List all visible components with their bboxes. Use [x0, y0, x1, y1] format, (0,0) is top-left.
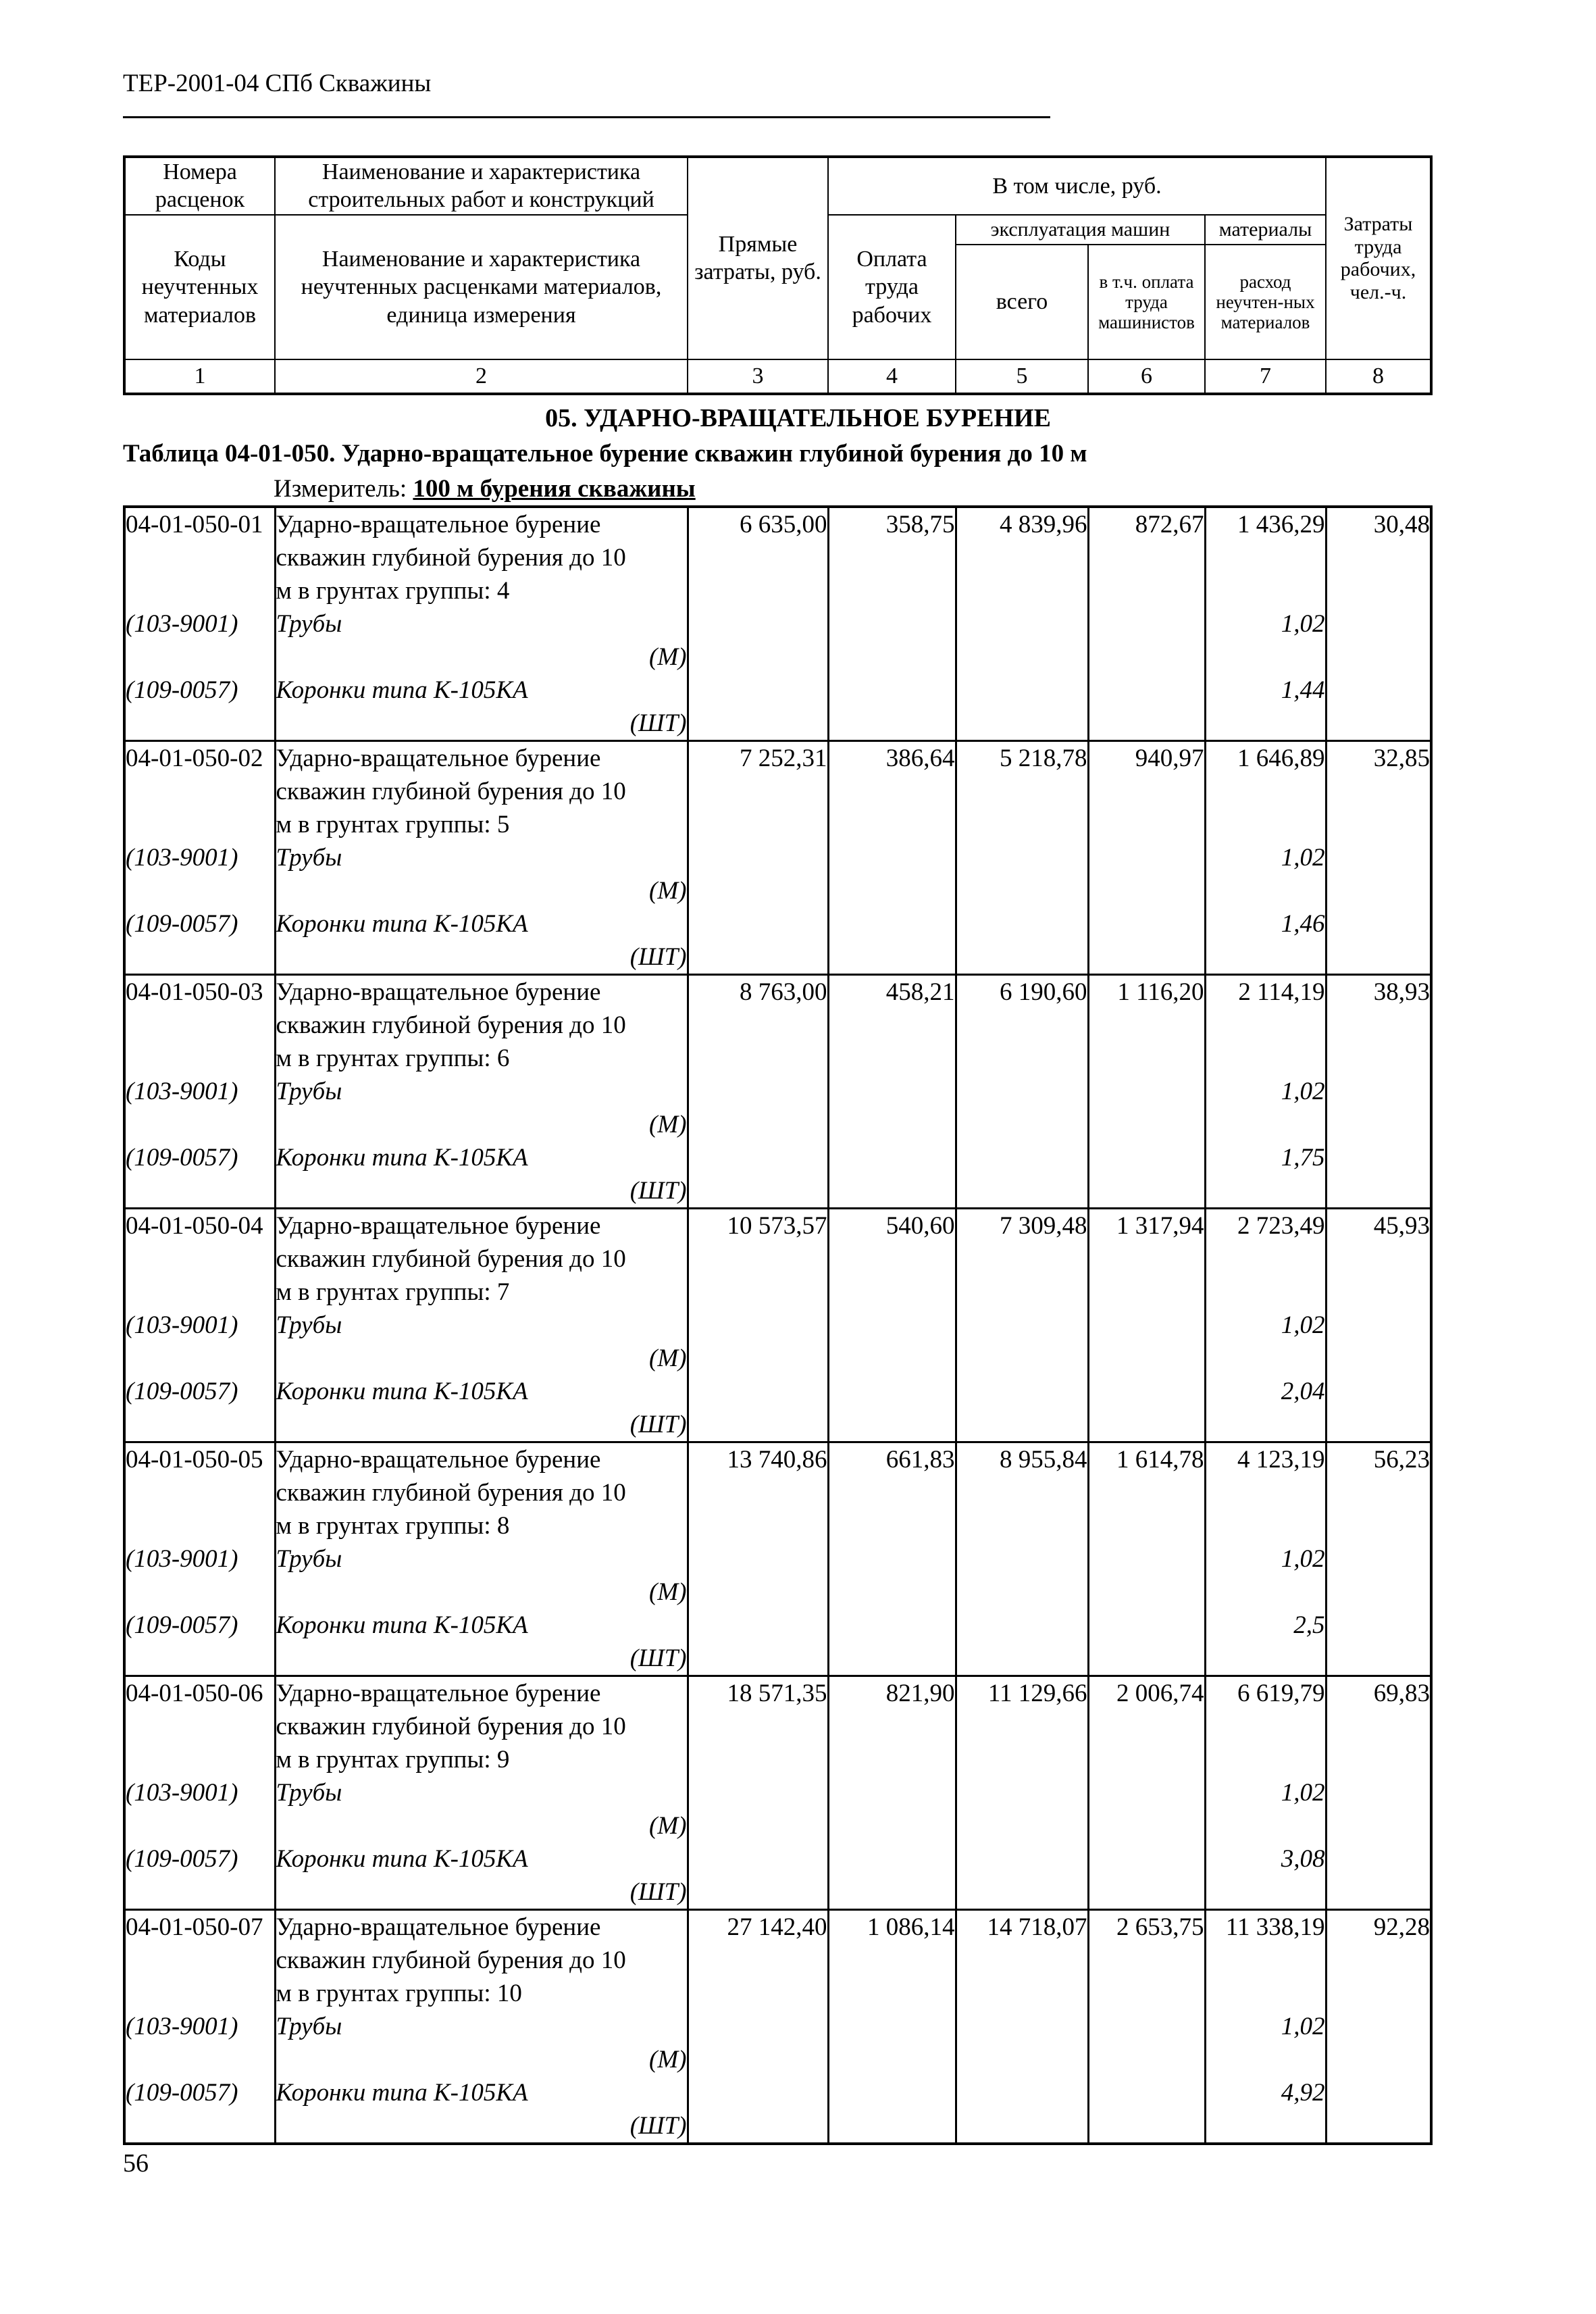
- material-unit-row: [124, 1809, 1431, 1842]
- material-unit-row: [124, 1174, 1431, 1209]
- rate-name-line: м в грунтах группы: 5: [275, 808, 688, 841]
- material-quantity: 2,04: [1205, 1375, 1326, 1408]
- rate-code: 04-01-050-07: [124, 1910, 275, 1944]
- header-num-3: 3: [688, 359, 828, 394]
- machinists-pay-value: 1 317,94: [1088, 1209, 1205, 1243]
- header-rule: [123, 116, 1050, 118]
- material-name: Трубы: [275, 1309, 688, 1342]
- rate-name-line: Ударно-вращательное бурение: [275, 1442, 688, 1477]
- material-name: Трубы: [275, 1075, 688, 1108]
- material-name: Коронки типа К-105КА: [275, 2076, 688, 2109]
- material-unit: (М): [275, 1809, 688, 1842]
- material-code: (103-9001): [124, 1075, 275, 1108]
- direct-costs-value: 18 571,35: [688, 1676, 828, 1711]
- material-unit-row: [124, 1576, 1431, 1609]
- material-code: (103-9001): [124, 2010, 275, 2043]
- material-unit: (М): [275, 1108, 688, 1141]
- rate-row-continued: [124, 1743, 1431, 1776]
- material-unit: (М): [275, 874, 688, 907]
- material-name: Коронки типа К-105КА: [275, 674, 688, 707]
- rate-row: [124, 1676, 1431, 1711]
- labor-hours-value: 38,93: [1326, 975, 1431, 1009]
- material-row: [124, 841, 1431, 874]
- material-quantity: 1,02: [1205, 841, 1326, 874]
- rate-name-line: скважин глубиной бурения до 10: [275, 1476, 688, 1509]
- material-row: [124, 1842, 1431, 1876]
- material-unit: (ШТ): [275, 1174, 688, 1209]
- header-unaccounted-materials: расход неучтен-ных материалов: [1205, 245, 1326, 359]
- table-caption: [123, 439, 1087, 468]
- rate-name-line: скважин глубиной бурения до 10: [275, 1710, 688, 1743]
- rate-row-continued: [124, 541, 1431, 574]
- rate-row-continued: [124, 1944, 1431, 1977]
- labor-pay-value: 358,75: [828, 507, 956, 541]
- material-row: [124, 2076, 1431, 2109]
- material-unit-row: [124, 640, 1431, 674]
- running-head: ТЕР-2001-04 СПб Скважины: [123, 70, 432, 97]
- rate-row-continued: [124, 574, 1431, 607]
- rate-row-continued: [124, 775, 1431, 808]
- header-including-group: В том числе, руб.: [828, 157, 1326, 215]
- rate-name-line: Ударно-вращательное бурение: [275, 741, 688, 776]
- direct-costs-value: 10 573,57: [688, 1209, 828, 1243]
- rate-name-line: Ударно-вращательное бурение: [275, 1209, 688, 1243]
- machines-total-value: 14 718,07: [956, 1910, 1088, 1944]
- materials-value: 6 619,79: [1205, 1676, 1326, 1711]
- rate-name-line: Ударно-вращательное бурение: [275, 975, 688, 1009]
- material-code: (103-9001): [124, 607, 275, 640]
- rate-row: [124, 507, 1431, 541]
- material-code: (103-9001): [124, 841, 275, 874]
- header-num-7: 7: [1205, 359, 1326, 394]
- material-row: [124, 607, 1431, 640]
- rate-name-line: скважин глубиной бурения до 10: [275, 1242, 688, 1276]
- labor-pay-value: 540,60: [828, 1209, 956, 1243]
- rate-row-continued: [124, 808, 1431, 841]
- page-number: 56: [123, 2149, 149, 2178]
- header-material-codes: Коды неучтенных материалов: [124, 215, 275, 359]
- labor-pay-value: 386,64: [828, 741, 956, 776]
- material-name: Коронки типа К-105КА: [275, 907, 688, 940]
- material-name: Трубы: [275, 607, 688, 640]
- material-quantity: 4,92: [1205, 2076, 1326, 2109]
- machinists-pay-value: 1 614,78: [1088, 1442, 1205, 1477]
- material-quantity: 1,02: [1205, 2010, 1326, 2043]
- rate-row-continued: [124, 1009, 1431, 1042]
- header-machinists-pay: в т.ч. оплата труда машинистов: [1088, 245, 1205, 359]
- header-machines-group: эксплуатация машин: [956, 215, 1205, 245]
- material-row: [124, 2010, 1431, 2043]
- rate-name-line: Ударно-вращательное бурение: [275, 1676, 688, 1711]
- rate-code: 04-01-050-04: [124, 1209, 275, 1243]
- material-quantity: 3,08: [1205, 1842, 1326, 1876]
- rate-code: 04-01-050-02: [124, 741, 275, 776]
- material-unit-row: [124, 940, 1431, 975]
- rate-row-continued: [124, 1509, 1431, 1542]
- material-code: (109-0057): [124, 1842, 275, 1876]
- rate-row-continued: [124, 1042, 1431, 1075]
- material-row: [124, 1609, 1431, 1642]
- rate-name-line: скважин глубиной бурения до 10: [275, 775, 688, 808]
- materials-value: 1 646,89: [1205, 741, 1326, 776]
- material-row: [124, 1542, 1431, 1576]
- material-quantity: 1,46: [1205, 907, 1326, 940]
- machines-total-value: 11 129,66: [956, 1676, 1088, 1711]
- header-labor-hours: Затраты труда рабочих, чел.-ч.: [1326, 157, 1431, 359]
- materials-value: 4 123,19: [1205, 1442, 1326, 1477]
- material-code: (103-9001): [124, 1776, 275, 1809]
- material-quantity: 1,75: [1205, 1141, 1326, 1174]
- labor-hours-value: 69,83: [1326, 1676, 1431, 1711]
- direct-costs-value: 27 142,40: [688, 1910, 828, 1944]
- materials-value: 1 436,29: [1205, 507, 1326, 541]
- material-unit-row: [124, 707, 1431, 741]
- header-rate-numbers: Номера расценок: [124, 157, 275, 215]
- labor-hours-value: 92,28: [1326, 1910, 1431, 1944]
- material-quantity: 1,02: [1205, 607, 1326, 640]
- labor-hours-value: 30,48: [1326, 507, 1431, 541]
- material-unit-row: [124, 2043, 1431, 2076]
- table-caption-text: Таблица 04-01-050. Ударно-вращательное бурение скважин глубиной бурения до 10 м: [123, 440, 1087, 468]
- rate-name-line: м в грунтах группы: 8: [275, 1509, 688, 1542]
- material-unit-row: [124, 2109, 1431, 2144]
- material-row: [124, 674, 1431, 707]
- header-num-6: 6: [1088, 359, 1205, 394]
- rate-code: 04-01-050-03: [124, 975, 275, 1009]
- machinists-pay-value: 1 116,20: [1088, 975, 1205, 1009]
- machines-total-value: 8 955,84: [956, 1442, 1088, 1477]
- material-unit: (ШТ): [275, 1642, 688, 1676]
- material-unit: (ШТ): [275, 1408, 688, 1442]
- material-quantity: 1,02: [1205, 1309, 1326, 1342]
- machines-total-value: 5 218,78: [956, 741, 1088, 776]
- material-unit-row: [124, 1108, 1431, 1141]
- material-quantity: 2,5: [1205, 1609, 1326, 1642]
- rate-name-line: скважин глубиной бурения до 10: [275, 1009, 688, 1042]
- material-row: [124, 1309, 1431, 1342]
- material-code: (109-0057): [124, 1141, 275, 1174]
- rate-row: [124, 1910, 1431, 1944]
- material-name: Коронки типа К-105КА: [275, 1609, 688, 1642]
- material-row: [124, 907, 1431, 940]
- material-unit: (М): [275, 2043, 688, 2076]
- material-name: Коронки типа К-105КА: [275, 1375, 688, 1408]
- materials-value: 2 114,19: [1205, 975, 1326, 1009]
- labor-pay-value: 458,21: [828, 975, 956, 1009]
- header-num-8: 8: [1326, 359, 1431, 394]
- material-quantity: 1,44: [1205, 674, 1326, 707]
- direct-costs-value: 6 635,00: [688, 507, 828, 541]
- material-name: Трубы: [275, 1776, 688, 1809]
- rates-body: [124, 507, 1431, 2144]
- materials-value: 2 723,49: [1205, 1209, 1326, 1243]
- material-quantity: 1,02: [1205, 1776, 1326, 1809]
- material-unit-row: [124, 874, 1431, 907]
- direct-costs-value: 13 740,86: [688, 1442, 828, 1477]
- direct-costs-value: 7 252,31: [688, 741, 828, 776]
- measure-line: [274, 474, 696, 503]
- header-materials-group: материалы: [1205, 215, 1326, 245]
- rate-row: [124, 1442, 1431, 1477]
- header-labor-pay: Оплата труда рабочих: [828, 215, 956, 359]
- rate-name-line: Ударно-вращательное бурение: [275, 507, 688, 541]
- direct-costs-value: 8 763,00: [688, 975, 828, 1009]
- rate-code: 04-01-050-05: [124, 1442, 275, 1477]
- machinists-pay-value: 2 653,75: [1088, 1910, 1205, 1944]
- material-unit: (М): [275, 1342, 688, 1375]
- material-name: Трубы: [275, 1542, 688, 1576]
- material-unit: (М): [275, 1576, 688, 1609]
- measure-label: Измеритель:: [274, 475, 407, 503]
- material-unit-row: [124, 1408, 1431, 1442]
- header-work-name: Наименование и характеристика строительных работ и конструкций: [275, 157, 688, 215]
- header-num-1: 1: [124, 359, 275, 394]
- rate-row: [124, 975, 1431, 1009]
- material-unit: (М): [275, 640, 688, 674]
- material-row: [124, 1776, 1431, 1809]
- labor-pay-value: 661,83: [828, 1442, 956, 1477]
- machinists-pay-value: 940,97: [1088, 741, 1205, 776]
- rate-row: [124, 741, 1431, 776]
- rate-name-line: м в грунтах группы: 7: [275, 1276, 688, 1309]
- header-direct-costs: Прямые затраты, руб.: [688, 157, 828, 359]
- material-row: [124, 1141, 1431, 1174]
- material-unit-row: [124, 1342, 1431, 1375]
- rate-name-line: м в грунтах группы: 9: [275, 1743, 688, 1776]
- header-num-5: 5: [956, 359, 1088, 394]
- material-unit-row: [124, 1642, 1431, 1676]
- material-code: (109-0057): [124, 1609, 275, 1642]
- machines-total-value: 6 190,60: [956, 975, 1088, 1009]
- material-row: [124, 1075, 1431, 1108]
- material-quantity: 1,02: [1205, 1075, 1326, 1108]
- material-unit: (ШТ): [275, 1876, 688, 1910]
- rate-name-line: скважин глубиной бурения до 10: [275, 541, 688, 574]
- rate-name-line: м в грунтах группы: 10: [275, 1977, 688, 2010]
- rate-row-continued: [124, 1710, 1431, 1743]
- material-unit: (ШТ): [275, 2109, 688, 2144]
- rate-name-line: м в грунтах группы: 6: [275, 1042, 688, 1075]
- column-header-table: [123, 155, 1433, 395]
- rate-name-line: м в грунтах группы: 4: [275, 574, 688, 607]
- machines-total-value: 7 309,48: [956, 1209, 1088, 1243]
- material-name: Трубы: [275, 2010, 688, 2043]
- material-code: (109-0057): [124, 2076, 275, 2109]
- material-name: Коронки типа К-105КА: [275, 1842, 688, 1876]
- material-unit: (ШТ): [275, 940, 688, 975]
- rate-code: 04-01-050-01: [124, 507, 275, 541]
- header-material-name: Наименование и характеристика неучтенных расценками материалов, единица измерения: [275, 215, 688, 359]
- material-code: (109-0057): [124, 674, 275, 707]
- rates-table: [123, 505, 1433, 2145]
- material-name: Коронки типа К-105КА: [275, 1141, 688, 1174]
- rate-row-continued: [124, 1242, 1431, 1276]
- material-code: (103-9001): [124, 1542, 275, 1576]
- material-name: Трубы: [275, 841, 688, 874]
- material-unit: (ШТ): [275, 707, 688, 741]
- material-quantity: 1,02: [1205, 1542, 1326, 1576]
- machinists-pay-value: 872,67: [1088, 507, 1205, 541]
- rate-row-continued: [124, 1476, 1431, 1509]
- section-title: 05. УДАРНО-ВРАЩАТЕЛЬНОЕ БУРЕНИЕ: [545, 404, 1051, 432]
- material-code: (109-0057): [124, 907, 275, 940]
- header-num-4: 4: [828, 359, 956, 394]
- rate-row-continued: [124, 1276, 1431, 1309]
- header-machines-total: всего: [956, 245, 1088, 359]
- measure-value: 100 м бурения скважины: [413, 475, 696, 503]
- rate-row-continued: [124, 1977, 1431, 2010]
- labor-hours-value: 45,93: [1326, 1209, 1431, 1243]
- rate-name-line: Ударно-вращательное бурение: [275, 1910, 688, 1944]
- material-code: (103-9001): [124, 1309, 275, 1342]
- material-unit-row: [124, 1876, 1431, 1910]
- materials-value: 11 338,19: [1205, 1910, 1326, 1944]
- labor-pay-value: 821,90: [828, 1676, 956, 1711]
- rate-code: 04-01-050-06: [124, 1676, 275, 1711]
- labor-hours-value: 56,23: [1326, 1442, 1431, 1477]
- header-num-2: 2: [275, 359, 688, 394]
- labor-hours-value: 32,85: [1326, 741, 1431, 776]
- machines-total-value: 4 839,96: [956, 507, 1088, 541]
- rate-name-line: скважин глубиной бурения до 10: [275, 1944, 688, 1977]
- material-row: [124, 1375, 1431, 1408]
- rate-row: [124, 1209, 1431, 1243]
- machinists-pay-value: 2 006,74: [1088, 1676, 1205, 1711]
- labor-pay-value: 1 086,14: [828, 1910, 956, 1944]
- material-code: (109-0057): [124, 1375, 275, 1408]
